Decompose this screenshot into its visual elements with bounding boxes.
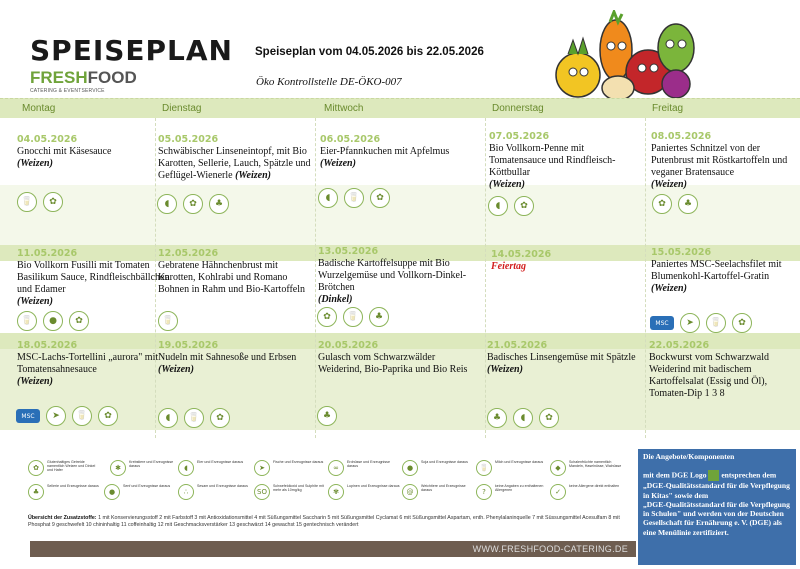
menu-dish: Nudeln mit Sahnesoße und Erbsen <box>158 352 297 363</box>
legend-item: ✓ keine Allergene direkt enthalten <box>550 484 622 500</box>
allergen-icons <box>158 311 178 331</box>
menu-cell <box>17 248 172 308</box>
menu-dish: Badisches Linsengemüse mit Spätzle <box>487 352 636 363</box>
nut-icon: ◆ <box>550 460 566 476</box>
milk-icon: 🥛 <box>343 307 363 327</box>
allergen-icons <box>157 194 229 214</box>
menu-dish: Gulasch vom Schwarzwälder Weiderind, Bio-Paprika und Bio Reis <box>318 352 468 375</box>
grain-icon: ✿ <box>28 460 44 476</box>
allergen-icons <box>488 196 534 216</box>
celery-icon: ♣ <box>678 194 698 214</box>
menu-cell <box>17 134 172 170</box>
legend-item: ◖ Eier und Erzeugnisse daraus <box>178 460 250 476</box>
egg-icon: ◖ <box>513 408 533 428</box>
egg-icon: ◖ <box>318 188 338 208</box>
legend-item: ➤ Fische und Erzeugnisse daraus <box>254 460 326 476</box>
menu-date: 06.05.2026 <box>320 134 381 145</box>
menu-dish: Paniertes MSC-Seelachsfilet mit Blumenkohl-Kartoffel-Gratin <box>651 259 782 282</box>
menu-date: 04.05.2026 <box>17 134 78 145</box>
dge-certification-box <box>638 449 796 565</box>
milk-icon: 🥛 <box>184 408 204 428</box>
milk-icon: 🥛 <box>476 460 492 476</box>
column-divider <box>485 118 486 438</box>
menu-allergen: (Weizen) <box>651 179 687 190</box>
crab-icon: ✱ <box>110 460 126 476</box>
menu-date: 07.05.2026 <box>489 131 550 142</box>
menu-date: 12.05.2026 <box>158 248 219 259</box>
additives-text: 1 mit Konservierungsstoff 2 mit Farbstoff 3 mit Antioxidationsmittel 4 mit Süßungsmittel Saccharin 5 mit Süßungsmittel Cyclamat 6 mit Süßungsmittel Aspartam, enth. Phenylalaninquelle 7 mit Süssungsmittel Acesulfam 8 mit Phosphat 9 geschwefelt 10 chininhaltig 11 coffeinhaltig 12 mit Geschmacksverstärker 13 geschwärzt 14 gewachst 15 gentechnisch verändert <box>28 515 620 528</box>
menu-cell <box>489 131 634 191</box>
milk-icon: 🥛 <box>344 188 364 208</box>
allergen-icons <box>652 194 698 214</box>
menu-cell <box>487 340 642 376</box>
day-monday: Montag <box>22 103 56 114</box>
allergen-icons <box>17 311 89 331</box>
grain-icon: ✿ <box>210 408 230 428</box>
menu-date: 20.05.2026 <box>318 340 379 351</box>
celery-icon: ♣ <box>28 484 44 500</box>
dge-text-2: „DGE-Qualitätsstandard für die Verpflegung in Schulen" und werden von der Deutschen Gesellschaft für Ernährung e. V. (DGE) als eine Menülinie zertifiziert. <box>643 499 790 537</box>
column-divider <box>315 118 316 438</box>
menu-period: Speiseplan vom 04.05.2026 bis 22.05.2026 <box>255 46 484 58</box>
menu-allergen: (Weizen) <box>158 364 194 375</box>
fish-icon: ➤ <box>254 460 270 476</box>
dge-heading: Die Angebote/Komponenten <box>643 452 735 461</box>
milk-icon: 🥛 <box>17 192 37 212</box>
grain-icon: ✿ <box>98 406 118 426</box>
milk-icon: 🥛 <box>72 406 92 426</box>
legend-item: ● Senf und Erzeugnisse daraus <box>104 484 176 500</box>
egg-icon: ◖ <box>158 408 178 428</box>
grain-icon: ✿ <box>732 313 752 333</box>
allergen-icons <box>650 313 752 333</box>
allergen-icons <box>317 307 389 327</box>
menu-date: 08.05.2026 <box>651 131 712 142</box>
menu-date: 18.05.2026 <box>17 340 78 351</box>
menu-allergen: (Weizen) <box>235 170 271 181</box>
menu-cell <box>158 248 313 296</box>
allergen-icons <box>158 408 230 428</box>
menu-allergen: (Weizen) <box>17 376 53 387</box>
menu-dish: MSC-Lachs-Tortellini „aurora" mit Tomatensahnesauce <box>17 352 159 375</box>
menu-cell <box>17 340 172 388</box>
legend-item: ♣ Sellerie und Erzeugnisse daraus <box>28 484 100 500</box>
egg-icon: ◖ <box>488 196 508 216</box>
holiday-label: Feiertag <box>491 261 526 272</box>
menu-dish: Badische Kartoffelsuppe mit Bio Wurzelgemüse und Vollkorn-Dinkel-Brötchen <box>318 258 467 293</box>
milk-icon: 🥛 <box>706 313 726 333</box>
msc-fish-label-icon: MSC <box>650 316 674 330</box>
mustard-icon: ● <box>104 484 120 500</box>
egg-icon: ◖ <box>178 460 194 476</box>
menu-date: 11.05.2026 <box>17 248 78 259</box>
allergen-icons <box>318 188 390 208</box>
soy-icon: ● <box>402 460 418 476</box>
menu-cell <box>158 134 313 182</box>
page-title: SPEISEPLAN <box>30 34 233 67</box>
menu-dish: Paniertes Schnitzel von der Putenbrust mit Röstkartoffeln und veganer Bratensauce <box>651 143 788 178</box>
grain-icon: ✿ <box>539 408 559 428</box>
dge-line1b: entsprechen dem „DGE-Qualitätsstandard für die Verpflegung in Kitas" sowie dem <box>643 470 790 500</box>
day-friday: Freitag <box>652 103 684 114</box>
menu-date: 22.05.2026 <box>649 340 710 351</box>
legend-item: ✱ Krebstiere und Erzeugnisse daraus <box>110 460 182 476</box>
fish-icon: ➤ <box>680 313 700 333</box>
logo-fresh: FRESH <box>30 68 88 87</box>
legend-item: 🥛 Milch und Erzeugnisse daraus <box>476 460 548 476</box>
lupin-icon: ✾ <box>328 484 344 500</box>
organic-certification: Öko Kontrollstelle DE-ÖKO-007 <box>256 76 402 88</box>
menu-allergen: (Dinkel) <box>318 294 353 305</box>
day-thursday: Donnerstag <box>492 103 544 114</box>
celery-icon: ♣ <box>487 408 507 428</box>
logo-subtitle: CATERING & EVENTSERVICE <box>30 88 105 94</box>
grain-icon: ✿ <box>514 196 534 216</box>
sesame-icon: ∴ <box>178 484 194 500</box>
menu-date: 13.05.2026 <box>318 246 379 257</box>
day-tuesday: Dienstag <box>162 103 202 114</box>
footer-url: WWW.FRESHFOOD-CATERING.DE <box>472 544 628 554</box>
menu-date: 14.05.2026 <box>491 249 552 260</box>
legend-item: ? keine Angaben zu enthaltenen Allergenen <box>476 484 548 500</box>
legend-item: SO Schwefeldioxid und Sulphite mit mehr als 10mg/kg <box>254 484 326 500</box>
menu-allergen: (Weizen) <box>17 158 53 169</box>
legend-item: ◆ Schalenfrüchte namentlich Mandeln, Haselnüsse, Walnüsse <box>550 460 622 476</box>
milk-icon: 🥛 <box>17 311 37 331</box>
allergen-icons <box>17 192 63 212</box>
menu-dish: Eier-Pfannkuchen mit Apfelmus <box>320 146 450 157</box>
grain-icon: ✿ <box>43 192 63 212</box>
dge-text-1 <box>643 470 791 500</box>
menu-allergen: (Weizen) <box>17 296 53 307</box>
legend-item: ✿ Glutenhaltiges Getreide namentlich Weizen und Dinkel und Hafer <box>28 460 100 476</box>
day-wednesday: Mittwoch <box>324 103 364 114</box>
legend-item: ∞ Erdnüsse und Erzeugnisse daraus <box>328 460 400 476</box>
additives-note <box>28 515 638 529</box>
menu-date: 21.05.2026 <box>487 340 548 351</box>
egg-icon: ◖ <box>157 194 177 214</box>
grain-icon: ✿ <box>370 188 390 208</box>
milk-icon: 🥛 <box>158 311 178 331</box>
celery-icon: ♣ <box>209 194 229 214</box>
additives-label: Übersicht der Zusatzstoffe: <box>28 515 97 521</box>
menu-dish: Gnocchi mit Käsesauce <box>17 146 112 157</box>
menu-cell <box>649 340 796 400</box>
menu-dish: Bio Vollkorn-Penne mit Tomatensauce und Rindfleisch-Köttbullar <box>489 143 616 178</box>
menu-cell <box>318 340 478 376</box>
menu-dish: Bio Vollkorn Fusilli mit Tomaten Basilikum Sauce, Rindfleischbällchen und Edamer <box>17 260 170 295</box>
menu-dish: Bockwurst vom Schwarzwald Weiderind mit badischem Kartoffelsalat (Essig und Öl), Tomaten-Dip 1 3 8 <box>649 352 769 399</box>
msc-fish-label-icon: MSC <box>16 409 40 423</box>
allergen-icons <box>16 406 118 426</box>
menu-allergen: (Weizen) <box>487 364 523 375</box>
legend-item: @ Weichtiere und Erzeugnisse daraus <box>402 484 474 500</box>
grain-icon: ✿ <box>317 307 337 327</box>
menu-allergen: (Weizen) <box>489 179 525 190</box>
grain-icon: ✿ <box>183 194 203 214</box>
dge-line1: mit dem DGE Logo <box>643 470 707 480</box>
freshfood-logo <box>30 68 137 88</box>
menu-cell <box>320 134 470 170</box>
menu-allergen: (Weizen) <box>320 158 356 169</box>
menu-cell <box>651 247 796 295</box>
menu-date: 15.05.2026 <box>651 247 712 258</box>
celery-icon: ♣ <box>317 406 337 426</box>
footer-bar <box>30 541 636 557</box>
mustard-icon: ● <box>43 311 63 331</box>
menu-dish: Schwäbischer Linseneintopf, mit Bio Karotten, Sellerie, Lauch, Spätzle und Geflügel-Wienerle <box>158 146 311 181</box>
so2-icon: SO <box>254 484 270 500</box>
menu-cell <box>158 340 313 376</box>
question-icon: ? <box>476 484 492 500</box>
menu-cell <box>318 246 478 306</box>
mollusc-icon: @ <box>402 484 418 500</box>
legend-item: ● Soja und Erzeugnisse daraus <box>402 460 474 476</box>
grain-icon: ✿ <box>69 311 89 331</box>
fish-icon: ➤ <box>46 406 66 426</box>
celery-icon: ♣ <box>369 307 389 327</box>
grain-icon: ✿ <box>652 194 672 214</box>
legend-item: ✾ Lupinen und Erzeugnisse daraus <box>328 484 400 500</box>
column-divider <box>645 118 646 438</box>
allergen-icons <box>317 406 337 426</box>
menu-allergen: (Weizen) <box>651 283 687 294</box>
menu-dish: Gebratene Hähnchenbrust mit Karotten, Kohlrabi und Romano Bohnen in Rahm und Bio-Kartoffeln <box>158 260 306 295</box>
menu-cell <box>651 131 796 191</box>
dge-logo-icon <box>708 470 719 481</box>
legend-item: ∴ Sesam und Erzeugnisse daraus <box>178 484 250 500</box>
vegetable-mascots-illustration <box>548 10 708 102</box>
allergen-icons <box>487 408 559 428</box>
no-allergen-icon: ✓ <box>550 484 566 500</box>
menu-date: 05.05.2026 <box>158 134 219 145</box>
menu-cell <box>491 249 646 273</box>
menu-date: 19.05.2026 <box>158 340 219 351</box>
peanut-icon: ∞ <box>328 460 344 476</box>
logo-food: FOOD <box>87 68 137 87</box>
